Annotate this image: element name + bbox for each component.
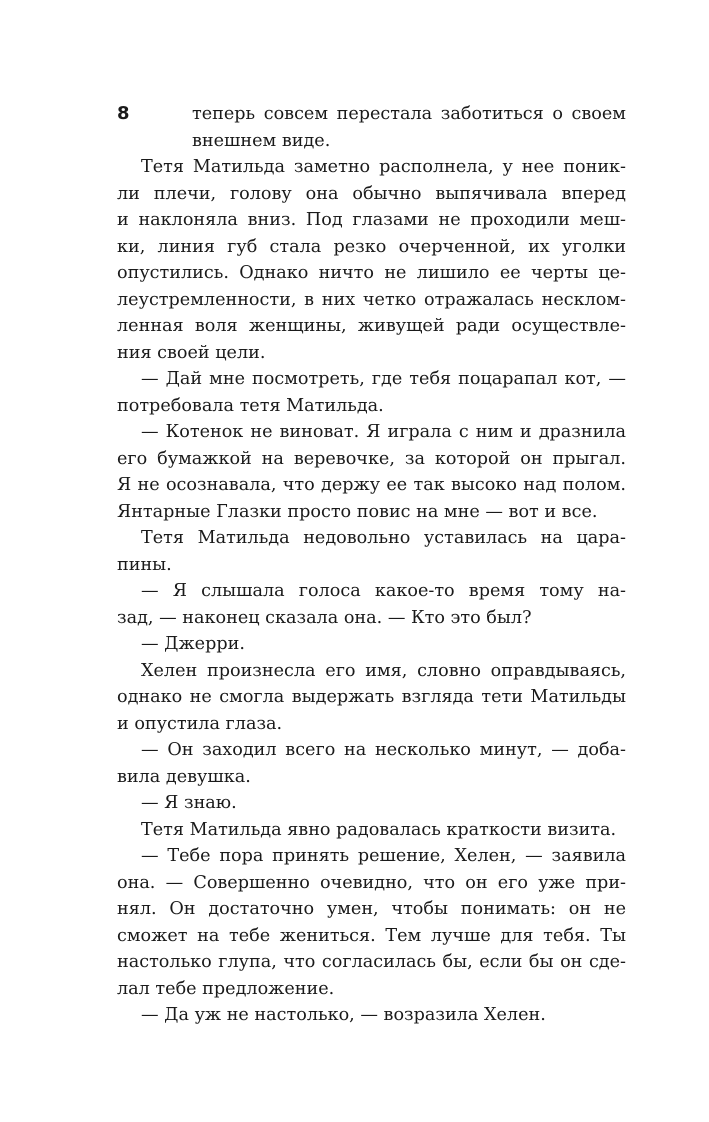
text-line: внешнем виде. — [192, 130, 331, 151]
text-line: Тетя Матильда заметно располнела, у нее поник- — [141, 157, 626, 177]
text-line: ки, линия губ стала резко очерченной, их уголки — [117, 236, 626, 257]
text-line: ния своей цели. — [117, 342, 266, 363]
text-line: однако не смогла выдержать взгляда тети Матильды — [117, 687, 626, 707]
text-line: — Джерри. — [141, 634, 245, 654]
text-line: Тетя Матильда недовольно уставилась на цара- — [141, 528, 626, 548]
text-line: вила девушка. — [117, 766, 251, 787]
text-line: — Котенок не виноват. Я играла с ним и дразнила — [141, 422, 626, 442]
text-line: — Он заходил всего на несколько минут, — доба- — [141, 740, 626, 760]
text-line: — Дай мне посмотреть, где тебя поцарапал кот, — — [141, 369, 626, 389]
text-line: — Да уж не настолько, — возразила Хелен. — [141, 1005, 546, 1025]
text-line: лал тебе предложение. — [117, 978, 335, 999]
text-line: потребовала тетя Матильда. — [117, 395, 384, 416]
text-line: ленная воля женщины, живущей ради осуществле- — [117, 316, 626, 336]
text-line: опустились. Однако ничто не лишило ее черты це- — [117, 263, 626, 283]
text-line: она. — Совершенно очевидно, что он его уже при- — [117, 872, 626, 893]
text-line: — Я слышала голоса какое-то время тому на- — [141, 581, 626, 601]
text-line: теперь совсем перестала заботиться о своем — [192, 104, 626, 124]
text-line: — Тебе пора принять решение, Хелен, — заявила — [141, 846, 626, 866]
text-line: его бумажкой на веревочке, за которой он прыгал. — [117, 448, 626, 469]
page-number: 8 — [117, 103, 130, 124]
text-line: ли плечи, голову она обычно выпячивала вперед — [117, 183, 626, 204]
text-line: Хелен произнесла его имя, словно оправдываясь, — [141, 660, 626, 681]
text-line: и опустила глаза. — [117, 713, 283, 734]
text-line: зад, — наконец сказала она. — Кто это был? — [117, 607, 532, 628]
text-line: нял. Он достаточно умен, чтобы понимать: он не — [117, 899, 626, 919]
text-line: — Я знаю. — [141, 793, 237, 813]
text-line: Тетя Матильда явно радовалась краткости визита. — [141, 819, 617, 840]
text-line: Янтарные Глазки просто повис на мне — вот и все. — [117, 501, 598, 522]
body-text — [117, 101, 626, 1029]
text-line: настолько глупа, что согласилась бы, если бы он сде- — [117, 952, 626, 972]
text-line: Я не осознавала, что держу ее так высоко над полом. — [117, 475, 626, 495]
text-line: и наклоняла вниз. Под глазами не проходили меш- — [117, 210, 626, 230]
text-line: пины. — [117, 554, 172, 575]
text-line: леустремленности, в них четко отражалась несклом- — [117, 289, 626, 310]
text-line: сможет на тебе жениться. Тем лучше для тебя. Ты — [117, 925, 626, 946]
